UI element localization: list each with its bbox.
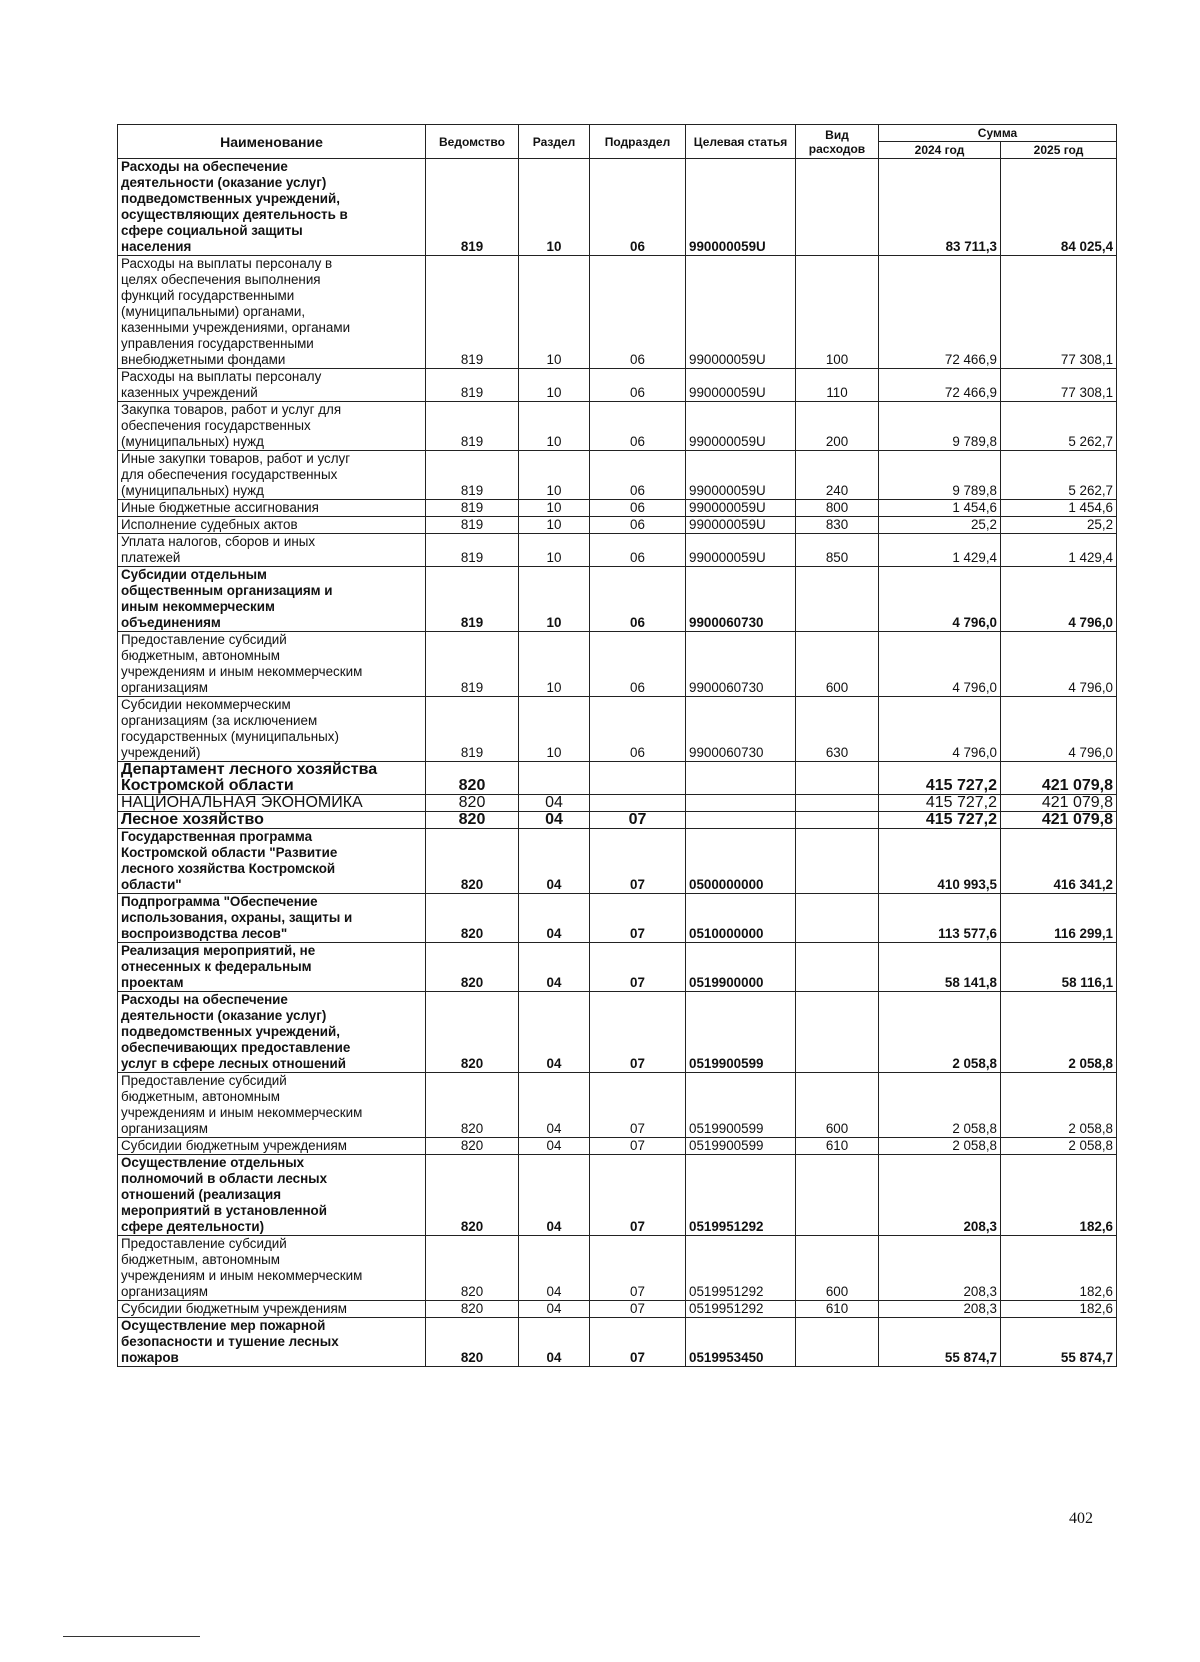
amount-2024-cell: 72 466,9 (879, 369, 1001, 402)
amount-2024-cell: 9 789,8 (879, 451, 1001, 500)
department-cell: 820 (426, 1155, 519, 1236)
table-row (118, 369, 1117, 402)
footnote-rule (63, 1636, 200, 1637)
department-cell: 819 (426, 159, 519, 256)
amount-2025-cell: 421 079,8 (1001, 795, 1117, 812)
table-row (118, 632, 1117, 697)
section-cell: 04 (519, 1236, 590, 1301)
row-name: Расходы на выплаты персоналу в целях обеспечения выполнения функций государственными (муниципальными) органами, казенными учреждениями, органами управления государственными внебюджетными фондами (118, 256, 426, 369)
row-name: Расходы на обеспечение деятельности (оказание услуг) подведомственных учреждений, обеспечивающих предоставление услуг в сфере лесных отношений (118, 992, 426, 1073)
target-cell: 0519951292 (686, 1236, 796, 1301)
section-cell: 10 (519, 500, 590, 517)
section-cell: 10 (519, 256, 590, 369)
subsection-cell: 07 (590, 1301, 686, 1318)
subsection-cell (590, 762, 686, 795)
department-cell: 820 (426, 812, 519, 829)
expense-type-cell (796, 829, 879, 894)
header-year-2024: 2024 год (879, 142, 1001, 159)
amount-2024-cell: 415 727,2 (879, 795, 1001, 812)
department-cell: 820 (426, 1138, 519, 1155)
amount-2024-cell: 415 727,2 (879, 812, 1001, 829)
subsection-cell: 07 (590, 1073, 686, 1138)
header-type: Вид расходов (796, 125, 879, 159)
expense-type-cell: 610 (796, 1301, 879, 1318)
section-cell: 10 (519, 517, 590, 534)
row-name: Субсидии бюджетным учреждениям (118, 1138, 426, 1155)
amount-2025-cell: 84 025,4 (1001, 159, 1117, 256)
amount-2025-cell: 2 058,8 (1001, 1138, 1117, 1155)
subsection-cell: 06 (590, 451, 686, 500)
expense-type-cell: 200 (796, 402, 879, 451)
section-cell: 10 (519, 697, 590, 762)
amount-2025-cell: 416 341,2 (1001, 829, 1117, 894)
target-cell: 990000059U (686, 256, 796, 369)
section-cell: 04 (519, 1073, 590, 1138)
expense-type-cell (796, 1155, 879, 1236)
header-subsection: Подраздел (590, 125, 686, 159)
row-name: Предоставление субсидий бюджетным, автономным учреждениям и иным некоммерческим организациям (118, 1073, 426, 1138)
subsection-cell: 06 (590, 632, 686, 697)
expense-type-cell: 800 (796, 500, 879, 517)
amount-2024-cell: 208,3 (879, 1155, 1001, 1236)
department-cell: 820 (426, 762, 519, 795)
amount-2024-cell: 2 058,8 (879, 1073, 1001, 1138)
department-cell: 820 (426, 1318, 519, 1367)
header-section: Раздел (519, 125, 590, 159)
amount-2025-cell: 58 116,1 (1001, 943, 1117, 992)
section-cell: 10 (519, 402, 590, 451)
target-cell: 990000059U (686, 517, 796, 534)
table-row (118, 894, 1117, 943)
table-row (118, 829, 1117, 894)
section-cell: 10 (519, 369, 590, 402)
table-row (118, 1236, 1117, 1301)
department-cell: 819 (426, 567, 519, 632)
header-sum: Сумма (879, 125, 1117, 142)
subsection-cell: 07 (590, 1155, 686, 1236)
table-row (118, 517, 1117, 534)
amount-2025-cell: 4 796,0 (1001, 567, 1117, 632)
header-name: Наименование (118, 125, 426, 159)
amount-2025-cell: 2 058,8 (1001, 1073, 1117, 1138)
amount-2025-cell: 421 079,8 (1001, 812, 1117, 829)
table-row (118, 534, 1117, 567)
amount-2025-cell: 4 796,0 (1001, 697, 1117, 762)
target-cell (686, 812, 796, 829)
table-row (118, 992, 1117, 1073)
table-row (118, 1318, 1117, 1367)
department-cell: 820 (426, 894, 519, 943)
target-cell: 990000059U (686, 534, 796, 567)
amount-2024-cell: 1 454,6 (879, 500, 1001, 517)
section-cell: 04 (519, 1155, 590, 1236)
department-cell: 819 (426, 534, 519, 567)
target-cell: 0519953450 (686, 1318, 796, 1367)
target-cell: 9900060730 (686, 632, 796, 697)
amount-2025-cell: 1 454,6 (1001, 500, 1117, 517)
department-cell: 819 (426, 369, 519, 402)
target-cell: 990000059U (686, 451, 796, 500)
expense-type-cell (796, 567, 879, 632)
row-name: Закупка товаров, работ и услуг для обеспечения государственных (муниципальных) нужд (118, 402, 426, 451)
target-cell: 0519900599 (686, 992, 796, 1073)
amount-2025-cell: 1 429,4 (1001, 534, 1117, 567)
section-cell: 04 (519, 1138, 590, 1155)
department-cell: 819 (426, 451, 519, 500)
table-row (118, 402, 1117, 451)
table-row (118, 567, 1117, 632)
amount-2024-cell: 58 141,8 (879, 943, 1001, 992)
row-name: Уплата налогов, сборов и иных платежей (118, 534, 426, 567)
row-name: Исполнение судебных актов (118, 517, 426, 534)
subsection-cell: 06 (590, 500, 686, 517)
section-cell: 04 (519, 795, 590, 812)
target-cell: 0519951292 (686, 1301, 796, 1318)
subsection-cell: 07 (590, 992, 686, 1073)
target-cell: 990000059U (686, 369, 796, 402)
expense-type-cell (796, 943, 879, 992)
section-cell: 04 (519, 812, 590, 829)
subsection-cell: 06 (590, 369, 686, 402)
target-cell: 9900060730 (686, 697, 796, 762)
row-name: Расходы на выплаты персоналу казенных учреждений (118, 369, 426, 402)
subsection-cell: 07 (590, 812, 686, 829)
section-cell: 10 (519, 159, 590, 256)
row-name: Департамент лесного хозяйства Костромской области (118, 762, 426, 795)
expense-type-cell: 600 (796, 1236, 879, 1301)
expense-type-cell (796, 812, 879, 829)
amount-2025-cell: 2 058,8 (1001, 992, 1117, 1073)
subsection-cell: 06 (590, 159, 686, 256)
expense-type-cell: 630 (796, 697, 879, 762)
row-name: Расходы на обеспечение деятельности (оказание услуг) подведомственных учреждений, осуществляющих деятельность в сфере социальной защиты населения (118, 159, 426, 256)
subsection-cell: 06 (590, 517, 686, 534)
amount-2025-cell: 5 262,7 (1001, 402, 1117, 451)
row-name: Государственная программа Костромской области "Развитие лесного хозяйства Костромской области" (118, 829, 426, 894)
amount-2025-cell: 4 796,0 (1001, 632, 1117, 697)
department-cell: 820 (426, 1236, 519, 1301)
department-cell: 819 (426, 517, 519, 534)
amount-2024-cell: 415 727,2 (879, 762, 1001, 795)
target-cell: 0500000000 (686, 829, 796, 894)
amount-2025-cell: 77 308,1 (1001, 256, 1117, 369)
table-row (118, 1073, 1117, 1138)
row-name: Лесное хозяйство (118, 812, 426, 829)
header-department: Ведомство (426, 125, 519, 159)
section-cell: 10 (519, 451, 590, 500)
department-cell: 820 (426, 992, 519, 1073)
table-row (118, 1301, 1117, 1318)
expense-type-cell (796, 159, 879, 256)
amount-2025-cell: 55 874,7 (1001, 1318, 1117, 1367)
amount-2024-cell: 9 789,8 (879, 402, 1001, 451)
target-cell: 0519900599 (686, 1073, 796, 1138)
subsection-cell: 07 (590, 1318, 686, 1367)
subsection-cell: 07 (590, 1138, 686, 1155)
row-name: Субсидии некоммерческим организациям (за исключением государственных (муниципальных) учреждений) (118, 697, 426, 762)
amount-2024-cell: 4 796,0 (879, 697, 1001, 762)
subsection-cell: 06 (590, 697, 686, 762)
subsection-cell: 06 (590, 402, 686, 451)
header-target: Целевая статья (686, 125, 796, 159)
amount-2025-cell: 116 299,1 (1001, 894, 1117, 943)
row-name: Субсидии отдельным общественным организациям и иным некоммерческим объединениям (118, 567, 426, 632)
table-row (118, 762, 1117, 795)
target-cell: 990000059U (686, 500, 796, 517)
target-cell: 990000059U (686, 159, 796, 256)
row-name: Осуществление отдельных полномочий в области лесных отношений (реализация мероприятий в установленной сфере деятельности) (118, 1155, 426, 1236)
department-cell: 820 (426, 943, 519, 992)
row-name: Предоставление субсидий бюджетным, автономным учреждениям и иным некоммерческим организациям (118, 1236, 426, 1301)
table-row (118, 159, 1117, 256)
row-name: Предоставление субсидий бюджетным, автономным учреждениям и иным некоммерческим организациям (118, 632, 426, 697)
subsection-cell: 07 (590, 894, 686, 943)
amount-2024-cell: 4 796,0 (879, 632, 1001, 697)
table-row (118, 697, 1117, 762)
department-cell: 819 (426, 632, 519, 697)
row-name: Подпрограмма "Обеспечение использования, охраны, защиты и воспроизводства лесов" (118, 894, 426, 943)
table-row (118, 451, 1117, 500)
expense-type-cell (796, 795, 879, 812)
section-cell: 04 (519, 992, 590, 1073)
subsection-cell: 07 (590, 1236, 686, 1301)
section-cell: 04 (519, 1301, 590, 1318)
budget-table (117, 124, 1117, 1367)
section-cell: 04 (519, 943, 590, 992)
amount-2024-cell: 208,3 (879, 1236, 1001, 1301)
amount-2024-cell: 83 711,3 (879, 159, 1001, 256)
expense-type-cell (796, 992, 879, 1073)
amount-2024-cell: 208,3 (879, 1301, 1001, 1318)
row-name: Реализация мероприятий, не отнесенных к федеральным проектам (118, 943, 426, 992)
table-row (118, 795, 1117, 812)
amount-2025-cell: 25,2 (1001, 517, 1117, 534)
table-row (118, 500, 1117, 517)
row-name: Иные закупки товаров, работ и услуг для обеспечения государственных (муниципальных) нужд (118, 451, 426, 500)
expense-type-cell: 850 (796, 534, 879, 567)
section-cell: 10 (519, 534, 590, 567)
amount-2024-cell: 2 058,8 (879, 1138, 1001, 1155)
department-cell: 819 (426, 697, 519, 762)
header-year-2025: 2025 год (1001, 142, 1117, 159)
amount-2024-cell: 55 874,7 (879, 1318, 1001, 1367)
expense-type-cell (796, 1318, 879, 1367)
target-cell: 0519951292 (686, 1155, 796, 1236)
amount-2024-cell: 113 577,6 (879, 894, 1001, 943)
amount-2024-cell: 72 466,9 (879, 256, 1001, 369)
row-name: НАЦИОНАЛЬНАЯ ЭКОНОМИКА (118, 795, 426, 812)
expense-type-cell (796, 762, 879, 795)
target-cell: 990000059U (686, 402, 796, 451)
subsection-cell (590, 795, 686, 812)
section-cell: 04 (519, 894, 590, 943)
subsection-cell: 06 (590, 256, 686, 369)
subsection-cell: 06 (590, 567, 686, 632)
amount-2025-cell: 77 308,1 (1001, 369, 1117, 402)
amount-2025-cell: 182,6 (1001, 1236, 1117, 1301)
department-cell: 820 (426, 1301, 519, 1318)
expense-type-cell: 830 (796, 517, 879, 534)
department-cell: 820 (426, 829, 519, 894)
amount-2024-cell: 25,2 (879, 517, 1001, 534)
department-cell: 820 (426, 1073, 519, 1138)
section-cell: 10 (519, 567, 590, 632)
amount-2024-cell: 2 058,8 (879, 992, 1001, 1073)
expense-type-cell (796, 894, 879, 943)
expense-type-cell: 100 (796, 256, 879, 369)
row-name: Субсидии бюджетным учреждениям (118, 1301, 426, 1318)
amount-2025-cell: 5 262,7 (1001, 451, 1117, 500)
target-cell: 0510000000 (686, 894, 796, 943)
expense-type-cell: 110 (796, 369, 879, 402)
department-cell: 819 (426, 402, 519, 451)
amount-2024-cell: 410 993,5 (879, 829, 1001, 894)
target-cell (686, 762, 796, 795)
target-cell: 9900060730 (686, 567, 796, 632)
subsection-cell: 06 (590, 534, 686, 567)
target-cell: 0519900000 (686, 943, 796, 992)
table-body (118, 159, 1117, 1367)
amount-2025-cell: 182,6 (1001, 1301, 1117, 1318)
expense-type-cell: 610 (796, 1138, 879, 1155)
department-cell: 819 (426, 500, 519, 517)
section-cell: 04 (519, 829, 590, 894)
section-cell: 04 (519, 1318, 590, 1367)
department-cell: 819 (426, 256, 519, 369)
row-name: Осуществление мер пожарной безопасности и тушение лесных пожаров (118, 1318, 426, 1367)
target-cell (686, 795, 796, 812)
amount-2024-cell: 1 429,4 (879, 534, 1001, 567)
table-row (118, 1138, 1117, 1155)
section-cell (519, 762, 590, 795)
subsection-cell: 07 (590, 943, 686, 992)
target-cell: 0519900599 (686, 1138, 796, 1155)
amount-2025-cell: 421 079,8 (1001, 762, 1117, 795)
table-row (118, 943, 1117, 992)
department-cell: 820 (426, 795, 519, 812)
row-name: Иные бюджетные ассигнования (118, 500, 426, 517)
subsection-cell: 07 (590, 829, 686, 894)
expense-type-cell: 600 (796, 632, 879, 697)
expense-type-cell: 600 (796, 1073, 879, 1138)
expense-type-cell: 240 (796, 451, 879, 500)
page-number: 402 (1069, 1510, 1093, 1527)
amount-2025-cell: 182,6 (1001, 1155, 1117, 1236)
table-row (118, 256, 1117, 369)
table-row (118, 812, 1117, 829)
section-cell: 10 (519, 632, 590, 697)
table-row (118, 1155, 1117, 1236)
amount-2024-cell: 4 796,0 (879, 567, 1001, 632)
